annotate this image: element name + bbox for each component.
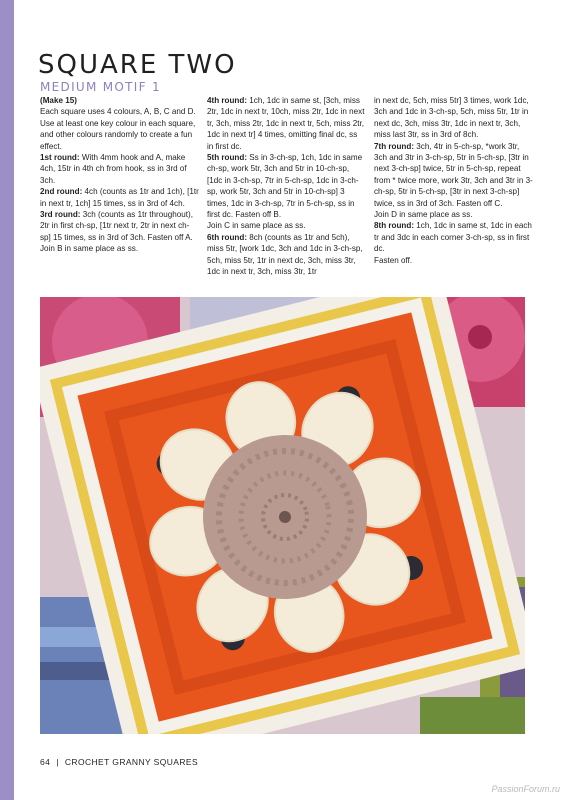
- round-8-text: 1ch, 1dc in same st, 1dc in each tr and 3dc in each corner 3-ch-sp, ss in first dc.: [374, 221, 532, 254]
- crochet-square-illustration: [40, 297, 525, 734]
- page-footer: [40, 757, 198, 767]
- round-5: [207, 152, 365, 220]
- crochet-square-photo: [40, 297, 525, 734]
- watermark: PassionForum.ru: [491, 784, 560, 794]
- lavender-side-bar: [0, 0, 14, 800]
- round-3-text: 3ch (counts as 1tr throughout), 2tr in first ch-sp, [1tr next tr, 2tr in next ch-sp] 15 times, ss in 3rd of 3ch. Fasten off A.: [40, 210, 193, 242]
- footer-separator: |: [56, 757, 59, 767]
- book-title: CROCHET GRANNY SQUARES: [64, 757, 199, 767]
- round-4: [207, 95, 365, 152]
- make-count: (Make 15): [40, 96, 77, 105]
- round-1: [40, 152, 200, 186]
- pattern-column-1: [40, 95, 200, 255]
- fasten-off-text: Fasten off.: [374, 255, 413, 265]
- round-7-text: 3ch, 4tr in 5-ch-sp, *work 3tr, 3ch and 3tr in 3-ch-sp, 5tr in 5-ch-sp, [3tr in next 3-ch-sp] twice, 5tr in 5-ch-sp, repeat from * twice more, work 3tr, 3ch and 3tr in 3-ch-sp, 5tr in 5-ch-sp, [3tr in next 3-ch-sp] twice, ss in 3rd of 3ch. Fasten off C.: [374, 141, 533, 208]
- round-2-label: 2nd round:: [40, 187, 83, 197]
- round-7-label: 7th round:: [374, 141, 415, 151]
- round-8: [374, 220, 534, 254]
- page-subtitle: MEDIUM MOTIF 1: [40, 80, 161, 94]
- round-3-label: 3rd round:: [40, 210, 81, 220]
- round-3: [40, 209, 200, 243]
- page-title: SQUARE TWO: [38, 50, 237, 80]
- page-number: 64: [40, 757, 51, 767]
- pattern-column-3: [374, 95, 534, 266]
- pattern-column-2: [207, 95, 365, 278]
- round-7: [374, 141, 534, 209]
- round-1-label: 1st round:: [40, 153, 80, 163]
- round-6-label: 6th round:: [207, 232, 248, 242]
- round-8-label: 8th round:: [374, 221, 415, 231]
- intro-text: Each square uses 4 colours, A, B, C and D. Use at least one key colour in each square, and other colours randomly to create a fun effect.: [40, 107, 196, 151]
- round-5-label: 5th round:: [207, 153, 248, 163]
- round-2: [40, 186, 200, 209]
- join-c-text: Join C in same place as ss.: [207, 221, 306, 231]
- round-6-continued: in next dc, 5ch, miss 5tr] 3 times, work 1dc, 3ch and 1dc in 3-ch-sp, 5ch, miss 5tr, 1tr in next dc, 3ch, miss 3tr, 1dc in next tr, 3ch, miss last 3tr, ss in 3rd of 8ch.: [374, 96, 529, 140]
- round-6-text: 8ch (counts as 1tr and 5ch), miss 5tr, [work 1dc, 3ch and 1dc in 3-ch-sp, 5ch, miss 5tr, 1tr in next dc, 3ch, miss 3tr, 1dc in next tr, 3ch, miss 3tr, 1tr: [207, 232, 363, 277]
- round-4-label: 4th round:: [207, 96, 248, 105]
- round-5-text: Ss in 3-ch-sp, 1ch, 1dc in same ch-sp, work 5tr, 3ch and 5tr in 10-ch-sp, [1dc in 3-ch-sp, 7tr in 5-ch-sp, 1dc in 3-ch-sp, work 5tr, 3ch and 5tr in 10-ch-sp] 3 times, 1dc in 3-ch-sp, 7tr in 5-ch-sp, ss in first dc. Fasten off B.: [207, 153, 363, 220]
- join-b-text: Join B in same place as ss.: [40, 244, 139, 254]
- round-6: [207, 232, 365, 278]
- round-1-text: With 4mm hook and A, make 4ch, 15tr in 4th ch from hook, ss in 3rd of 3ch.: [40, 153, 187, 185]
- round-4-text: 1ch, 1dc in same st, [3ch, miss 2tr, 1dc in next tr, 10ch, miss 2tr, 1dc in next tr, 3ch, miss 2tr, 1dc in next tr, 5ch, miss 2tr, 1dc in next tr] 4 times, omitting final dc, ss in first dc.: [207, 96, 365, 151]
- round-2-text: 4ch (counts as 1tr and 1ch), [1tr in next tr, 1ch] 15 times, ss in 3rd of 4ch.: [40, 187, 199, 208]
- join-d-text: Join D in same place as ss.: [374, 210, 473, 220]
